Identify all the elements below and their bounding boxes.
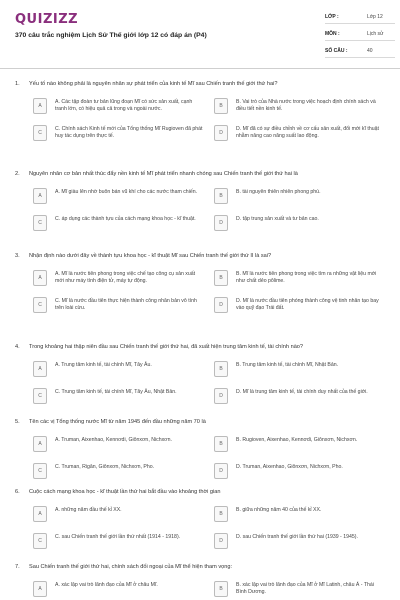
option-text: B. Mĩ là nước tiên phong trong việc tìm ra những vật liệu mới như chất dẻo pôlime. [236, 271, 377, 284]
question-2 [0, 170, 387, 234]
option-letter-box[interactable]: A [33, 361, 47, 377]
answer-option[interactable] [214, 187, 387, 207]
answer-option[interactable] [33, 532, 206, 552]
answer-option[interactable] [33, 97, 206, 117]
option-letter-box[interactable]: A [33, 98, 47, 114]
answer-option[interactable] [214, 505, 387, 525]
meta-label: LỚP : [325, 13, 339, 20]
option-letter-box[interactable]: A [33, 506, 47, 522]
option-text: C. sau Chiến tranh thế giới lần thứ nhất (1914 - 1918). [55, 534, 181, 540]
meta-label: MÔN : [325, 30, 340, 37]
option-text: B. Vai trò của Nhà nước trong việc hoạch định chính sách và điều tiết nền kinh tế. [236, 99, 376, 112]
answer-option[interactable] [214, 214, 387, 234]
answer-option[interactable] [214, 296, 387, 316]
answer-options [33, 97, 387, 144]
option-letter-box[interactable]: A [33, 581, 47, 597]
question-text: Sau Chiến tranh thế giới thứ hai, chính sách đối ngoại của Mĩ thể hiện tham vọng: [29, 564, 233, 570]
option-text: A. Mĩ giàu lên nhờ buôn bán vũ khí cho các nước tham chiến. [55, 189, 198, 195]
option-text: A. xác lập vai trò lãnh đạo của Mĩ ở châu Mĩ. [55, 582, 158, 588]
option-text: A. Trung tâm kinh tế, tài chính Mĩ, Tây Âu. [55, 362, 152, 368]
question-number: 6. [15, 489, 20, 495]
quizizz-logo: QUIZIZZ [15, 12, 79, 27]
answer-option[interactable] [214, 435, 387, 455]
option-letter-box[interactable]: C [33, 533, 47, 549]
question-number: 4. [15, 344, 20, 350]
answer-option[interactable] [214, 532, 387, 552]
option-letter-box[interactable]: D [214, 297, 228, 313]
option-letter-box[interactable]: D [214, 388, 228, 404]
answer-option[interactable] [33, 269, 206, 289]
meta-row-count [325, 44, 395, 58]
answer-option[interactable] [33, 387, 206, 407]
answer-option[interactable] [214, 360, 387, 380]
option-text: A. Truman, Aixenhao, Kennơdi, Giônxơn, Nichxơn. [55, 437, 172, 443]
question-text: Cuộc cách mạng khoa học - kĩ thuật lần thứ hai bắt đầu vào khoảng thời gian [29, 489, 221, 495]
question-4 [0, 343, 387, 407]
question-number: 1. [15, 81, 20, 87]
meta-value: Lớp 12 [367, 13, 383, 20]
option-text: B. giữa những năm 40 của thế kỉ XX. [236, 507, 322, 513]
answer-options [33, 269, 387, 316]
question-text: Tên các vị Tổng thống nước Mĩ từ năm 1945 đến đầu những năm 70 là [29, 419, 206, 425]
meta-value: 40 [367, 47, 373, 54]
option-text: D. Mĩ là trung tâm kinh tế, tài chính duy nhất của thế giới. [236, 389, 368, 395]
option-text: C. Truman, Rigân, Giônxơn, Nichxơn, Pho. [55, 464, 155, 470]
option-letter-box[interactable]: B [214, 188, 228, 204]
question-1 [0, 80, 387, 144]
option-text: D. Truman, Aixenhao, Giônxơn, Nichxơn, Pho. [236, 464, 343, 470]
question-number: 3. [15, 253, 20, 259]
option-text: D. Mĩ đã có sự điều chỉnh về cơ cấu sản xuất, đổi mới kĩ thuật nhằm nâng cao năng suất lao động. [236, 126, 379, 139]
answer-options [33, 187, 387, 234]
option-letter-box[interactable]: D [214, 533, 228, 549]
option-letter-box[interactable]: A [33, 436, 47, 452]
question-text: Yếu tố nào không phải là nguyên nhân sự phát triển của kinh tế Mĩ sau Chiến tranh thế giới thứ hai? [29, 81, 278, 87]
answer-option[interactable] [33, 435, 206, 455]
question-number: 2. [15, 171, 20, 177]
answer-option[interactable] [214, 269, 387, 289]
option-letter-box[interactable]: C [33, 125, 47, 141]
answer-option[interactable] [33, 296, 206, 316]
option-text: A. Mĩ là nước tiên phong trong việc chế tạo công cụ sản xuất mới như máy tính điện tử, máy tự động. [55, 271, 196, 284]
option-text: C. Trung tâm kinh tế, tài chính Mĩ, Tây Âu, Nhật Bản. [55, 389, 177, 395]
question-head [0, 488, 387, 496]
question-6 [0, 488, 387, 552]
option-letter-box[interactable]: B [214, 506, 228, 522]
question-head [0, 418, 387, 426]
option-text: A. những năm đầu thế kỉ XX. [55, 507, 122, 513]
option-letter-box[interactable]: B [214, 270, 228, 286]
answer-option[interactable] [33, 214, 206, 234]
question-7 [0, 563, 387, 600]
answer-option[interactable] [214, 387, 387, 407]
answer-option[interactable] [33, 505, 206, 525]
question-text: Nhận định nào dưới đây về thành tựu khoa học - kĩ thuật Mĩ sau Chiến tranh thế giới thứ II là sai? [29, 253, 272, 259]
answer-option[interactable] [33, 462, 206, 482]
option-text: C. Chính sách Kinh tế mới của Tổng thống Mĩ Rugioven đã phát huy tác dụng trên thực tế. [55, 126, 203, 139]
option-letter-box[interactable]: B [214, 436, 228, 452]
meta-label: SỐ CÂU : [325, 47, 348, 54]
option-letter-box[interactable]: A [33, 270, 47, 286]
meta-row-subject [325, 27, 395, 41]
answer-option[interactable] [33, 360, 206, 380]
question-head [0, 252, 387, 260]
answer-option[interactable] [33, 124, 206, 144]
answer-option[interactable] [214, 580, 387, 600]
question-text: Trong khoảng hai thập niên đầu sau Chiến tranh thế giới thứ hai, đã xuất hiện trung tâm kinh tế, tài chính nào? [29, 344, 304, 350]
answer-option[interactable] [33, 187, 206, 207]
answer-option[interactable] [214, 124, 387, 144]
option-text: B. Rugioven, Aixenhao, Kennơdi, Giônxơn, Nichxơn. [236, 437, 358, 443]
option-letter-box[interactable]: C [33, 297, 47, 313]
answer-option[interactable] [33, 580, 206, 600]
question-3 [0, 252, 387, 316]
meta-row-class [325, 10, 395, 24]
option-text: A. Các tập đoàn tư bản lũng đoạn Mĩ có sức sản xuất, cạnh tranh lớn, có hiệu quả cả trong và ngoài nước. [55, 99, 193, 112]
answer-options [33, 435, 387, 482]
option-letter-box[interactable]: B [214, 361, 228, 377]
question-text: Nguyên nhân cơ bản nhất thúc đẩy nền kinh tế Mĩ phát triển nhanh chóng sau Chiến tranh thế giới thứ hai là [29, 171, 298, 177]
answer-options [33, 580, 387, 600]
option-text: C. áp dụng các thành tựu của cách mạng khoa học - kĩ thuật. [55, 216, 196, 222]
answer-option[interactable] [214, 462, 387, 482]
option-text: D. tập trung sản xuất và tư bản cao. [236, 216, 319, 222]
question-number: 5. [15, 419, 20, 425]
option-letter-box[interactable]: C [33, 463, 47, 479]
option-text: B. xác lập vai trò lãnh đạo của Mĩ ở Mĩ Latinh, châu Á - Thái Bình Dương. [236, 582, 374, 595]
option-text: B. Trung tâm kinh tế, tài chính Mĩ, Nhật Bản. [236, 362, 339, 368]
option-text: D. sau Chiến tranh thế giới lần thứ hai (1939 - 1945). [236, 534, 358, 540]
question-head [0, 170, 387, 178]
option-letter-box[interactable]: B [214, 581, 228, 597]
option-letter-box[interactable]: A [33, 188, 47, 204]
question-head [0, 343, 387, 351]
question-head [0, 80, 387, 88]
question-5 [0, 418, 387, 482]
option-letter-box[interactable]: B [214, 98, 228, 114]
answer-options [33, 360, 387, 407]
option-letter-box[interactable]: D [214, 463, 228, 479]
question-head [0, 563, 387, 571]
answer-options [33, 505, 387, 552]
option-text: D. Mĩ là nước đầu tiên phóng thành công vệ tinh nhân tạo bay vào quỹ đạo Trái đất. [236, 298, 379, 311]
option-letter-box[interactable]: D [214, 215, 228, 231]
question-number: 7. [15, 564, 20, 570]
meta-value: Lịch sử [367, 30, 384, 37]
worksheet-meta [325, 10, 395, 61]
option-letter-box[interactable]: D [214, 125, 228, 141]
option-letter-box[interactable]: C [33, 215, 47, 231]
option-text: B. tài nguyên thiên nhiên phong phú. [236, 189, 321, 195]
option-text: C. Mĩ là nước đầu tiên thực hiện thành công nhân bản vô tính trên loài cừu. [55, 298, 197, 311]
worksheet-header [0, 0, 400, 69]
option-letter-box[interactable]: C [33, 388, 47, 404]
answer-option[interactable] [214, 97, 387, 117]
document-title: 370 câu trắc nghiệm Lịch Sử Thế giới lớp 12 có đáp án (P4) [15, 32, 207, 39]
